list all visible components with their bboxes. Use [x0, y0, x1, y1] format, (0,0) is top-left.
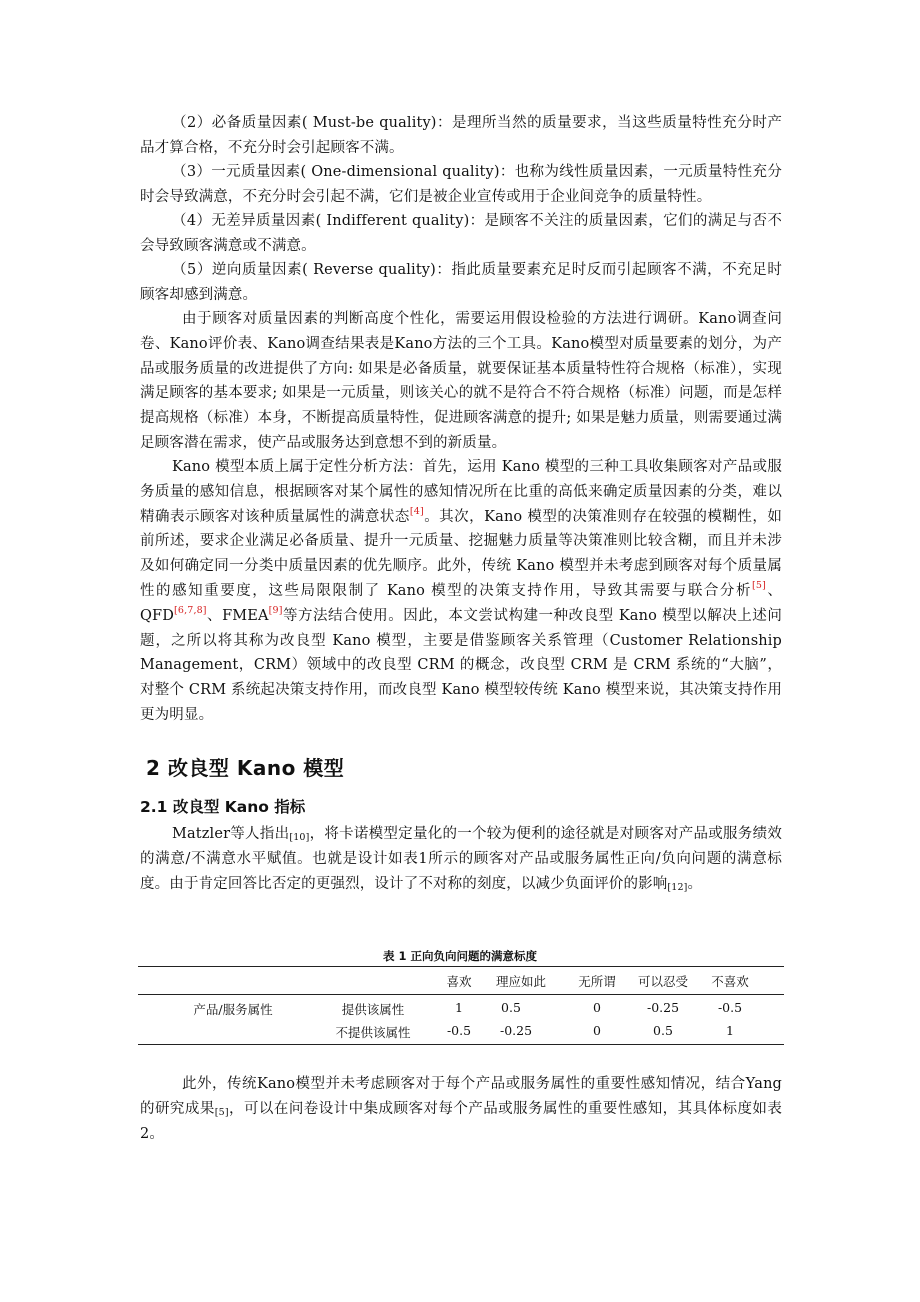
- table-cell: 0: [593, 1000, 601, 1015]
- table-header-cell: 不喜欢: [711, 974, 749, 989]
- text-run: 等方法结合使用。因此，本文尝试构建一种改良型 Kano 模型以解决上述问题，之所以将其称为改良型 Kano 模型，主要是借鉴顾客关系管理（Customer Relationship Management，CRM）领域中的改良型 CRM 的概念，改良型 CRM 是 CRM 系统的“大脑”，对整个 CRM 系统起决策支持作用，而改良型 Kano 模型较传统 Kano 模型来说，其决策支持作用更为明显。: [140, 607, 782, 723]
- table-cell: -0.5: [446, 1023, 472, 1038]
- text-run: ，将卡诺模型定量化的一个较为便利的途径就是对顾客对产品或服务绩效的满意/不满意水平赋值。也就是设计如表1所示的顾客对产品或服务属性正向/负向问题的满意标度。由于肯定回答比否定的更强烈，设计了不对称的刻度，以减少负面评价的影响: [140, 826, 782, 892]
- paragraph-importance-scale: [140, 1072, 782, 1146]
- paragraph-must-be-quality: （2）必备质量因素( Must-be quality)：是理所当然的质量要求，当这些质量特性充分时产品才算合格，不充分时会引起顾客不满。: [140, 115, 782, 156]
- table-row-label: 提供该属性: [341, 1002, 405, 1017]
- text-run: Kano 模型本质上属于定性分析方法：首先，运用 Kano 模型的三种工具收集顾客对产品或服务质量的感知信息，根据顾客对某个属性的感知情况所在比重的高低来确定质量因素的分类，难以精确表示顾客对该种质量属性的满意状态: [140, 459, 782, 525]
- paragraph-matzler: [140, 822, 782, 896]
- table-cell: 0.5: [501, 1000, 521, 1015]
- table-cell: 0: [593, 1023, 601, 1038]
- table-header-cell: 可以忍受: [637, 974, 688, 989]
- citation-link[interactable]: [5]: [752, 579, 766, 591]
- text-run: 、QFD: [140, 582, 782, 624]
- citation-ref: [10]: [289, 832, 310, 843]
- table-cell: -0.25: [499, 1023, 533, 1038]
- text-run: ，可以在问卷设计中集成顾客对每个产品或服务属性的重要性感知，其具体标度如表2。: [140, 1100, 783, 1142]
- subsection-heading: 2.1 改良型 Kano 指标: [140, 798, 306, 816]
- table-row-label: 不提供该属性: [335, 1025, 411, 1040]
- table-cell: -0.5: [717, 1000, 743, 1015]
- table-row-group-label: 产品/服务属性: [193, 1002, 273, 1017]
- table-cell: 1: [726, 1023, 734, 1038]
- paragraph-indifferent-quality: （4）无差异质量因素( Indifferent quality)：是顾客不关注的质量因素，它们的满足与否不会导致顾客满意或不满意。: [140, 213, 782, 254]
- text-run: 。其次，Kano 模型的决策准则存在较强的模糊性，如前所述，要求企业满足必备质量、提升一元质量、挖掘魅力质量等决策准则比较含糊，而且并未涉及如何确定同一分类中质量因素的优先顺序。此外，传统 Kano 模型并未考虑到顾客对每个质量属性的感知重要度，这些局限限制了 Kano 模型的决策支持作用，导致其需要与联合分析: [140, 508, 782, 599]
- table-cell: 0.5: [653, 1023, 673, 1038]
- section-heading: 2 改良型 Kano 模型: [146, 756, 345, 780]
- table-cell: 1: [455, 1000, 463, 1015]
- citation-link[interactable]: [6,7,8]: [174, 604, 207, 616]
- citation-ref: [5]: [214, 1106, 229, 1118]
- table-caption: 表 1 正向负向问题的满意标度: [382, 949, 537, 963]
- table-top-rule: [138, 966, 784, 967]
- citation-link[interactable]: [4]: [409, 505, 424, 517]
- text-run: Matzler等人指出: [172, 826, 290, 842]
- table-cell: -0.25: [646, 1000, 680, 1015]
- table-header-cell: 无所谓: [578, 974, 616, 989]
- text-run: 、FMEA: [206, 607, 269, 624]
- table-bottom-rule: [138, 1044, 784, 1045]
- paragraph-one-dimensional-quality: （3）一元质量因素( One-dimensional quality)：也称为线性质量因素，一元质量特性充分时会导致满意，不充分时会引起不满，它们是被企业宣传或用于企业间竞争的质量特性。: [140, 164, 782, 205]
- paragraph-reverse-quality: （5）逆向质量因素( Reverse quality)：指此质量要素充足时反而引起顾客不满，不充足时顾客却感到满意。: [140, 262, 782, 303]
- text-run: 此外，传统Kano模型并未考虑顾客对于每个产品或服务属性的重要性感知情况，结合Yang的研究成果: [140, 1076, 782, 1117]
- citation-link[interactable]: [9]: [268, 604, 283, 616]
- paragraph-kano-tools: 由于顾客对质量因素的判断高度个性化，需要运用假设检验的方法进行调研。Kano调查问卷、Kano评价表、Kano调查结果表是Kano方法的三个工具。Kano模型对质量要素的划分，为产品或服务质量的改进提供了方向: 如果是必备质量，就要保证基本质量特性符合规格（标准），实现满足顾客的基本要求; 如果是一元质量，则该关心的就不是符合不符合规格（标准）问题，而是怎样提高规格（标准）本身，不断提高质量特性，促进顾客满意的提升; 如果是魅力质量，则需要通过满足顾客潜在需求，使产品或服务达到意想不到的新质量。: [140, 311, 782, 451]
- citation-ref: [12]: [667, 881, 688, 893]
- table-header-rule: [138, 994, 784, 995]
- satisfaction-scale-table: [138, 966, 784, 1046]
- paragraph-kano-limitations: [140, 455, 782, 728]
- text-run: 。: [687, 875, 703, 892]
- table-header-cell: 喜欢: [446, 974, 472, 989]
- table-header-cell: 理应如此: [495, 974, 546, 989]
